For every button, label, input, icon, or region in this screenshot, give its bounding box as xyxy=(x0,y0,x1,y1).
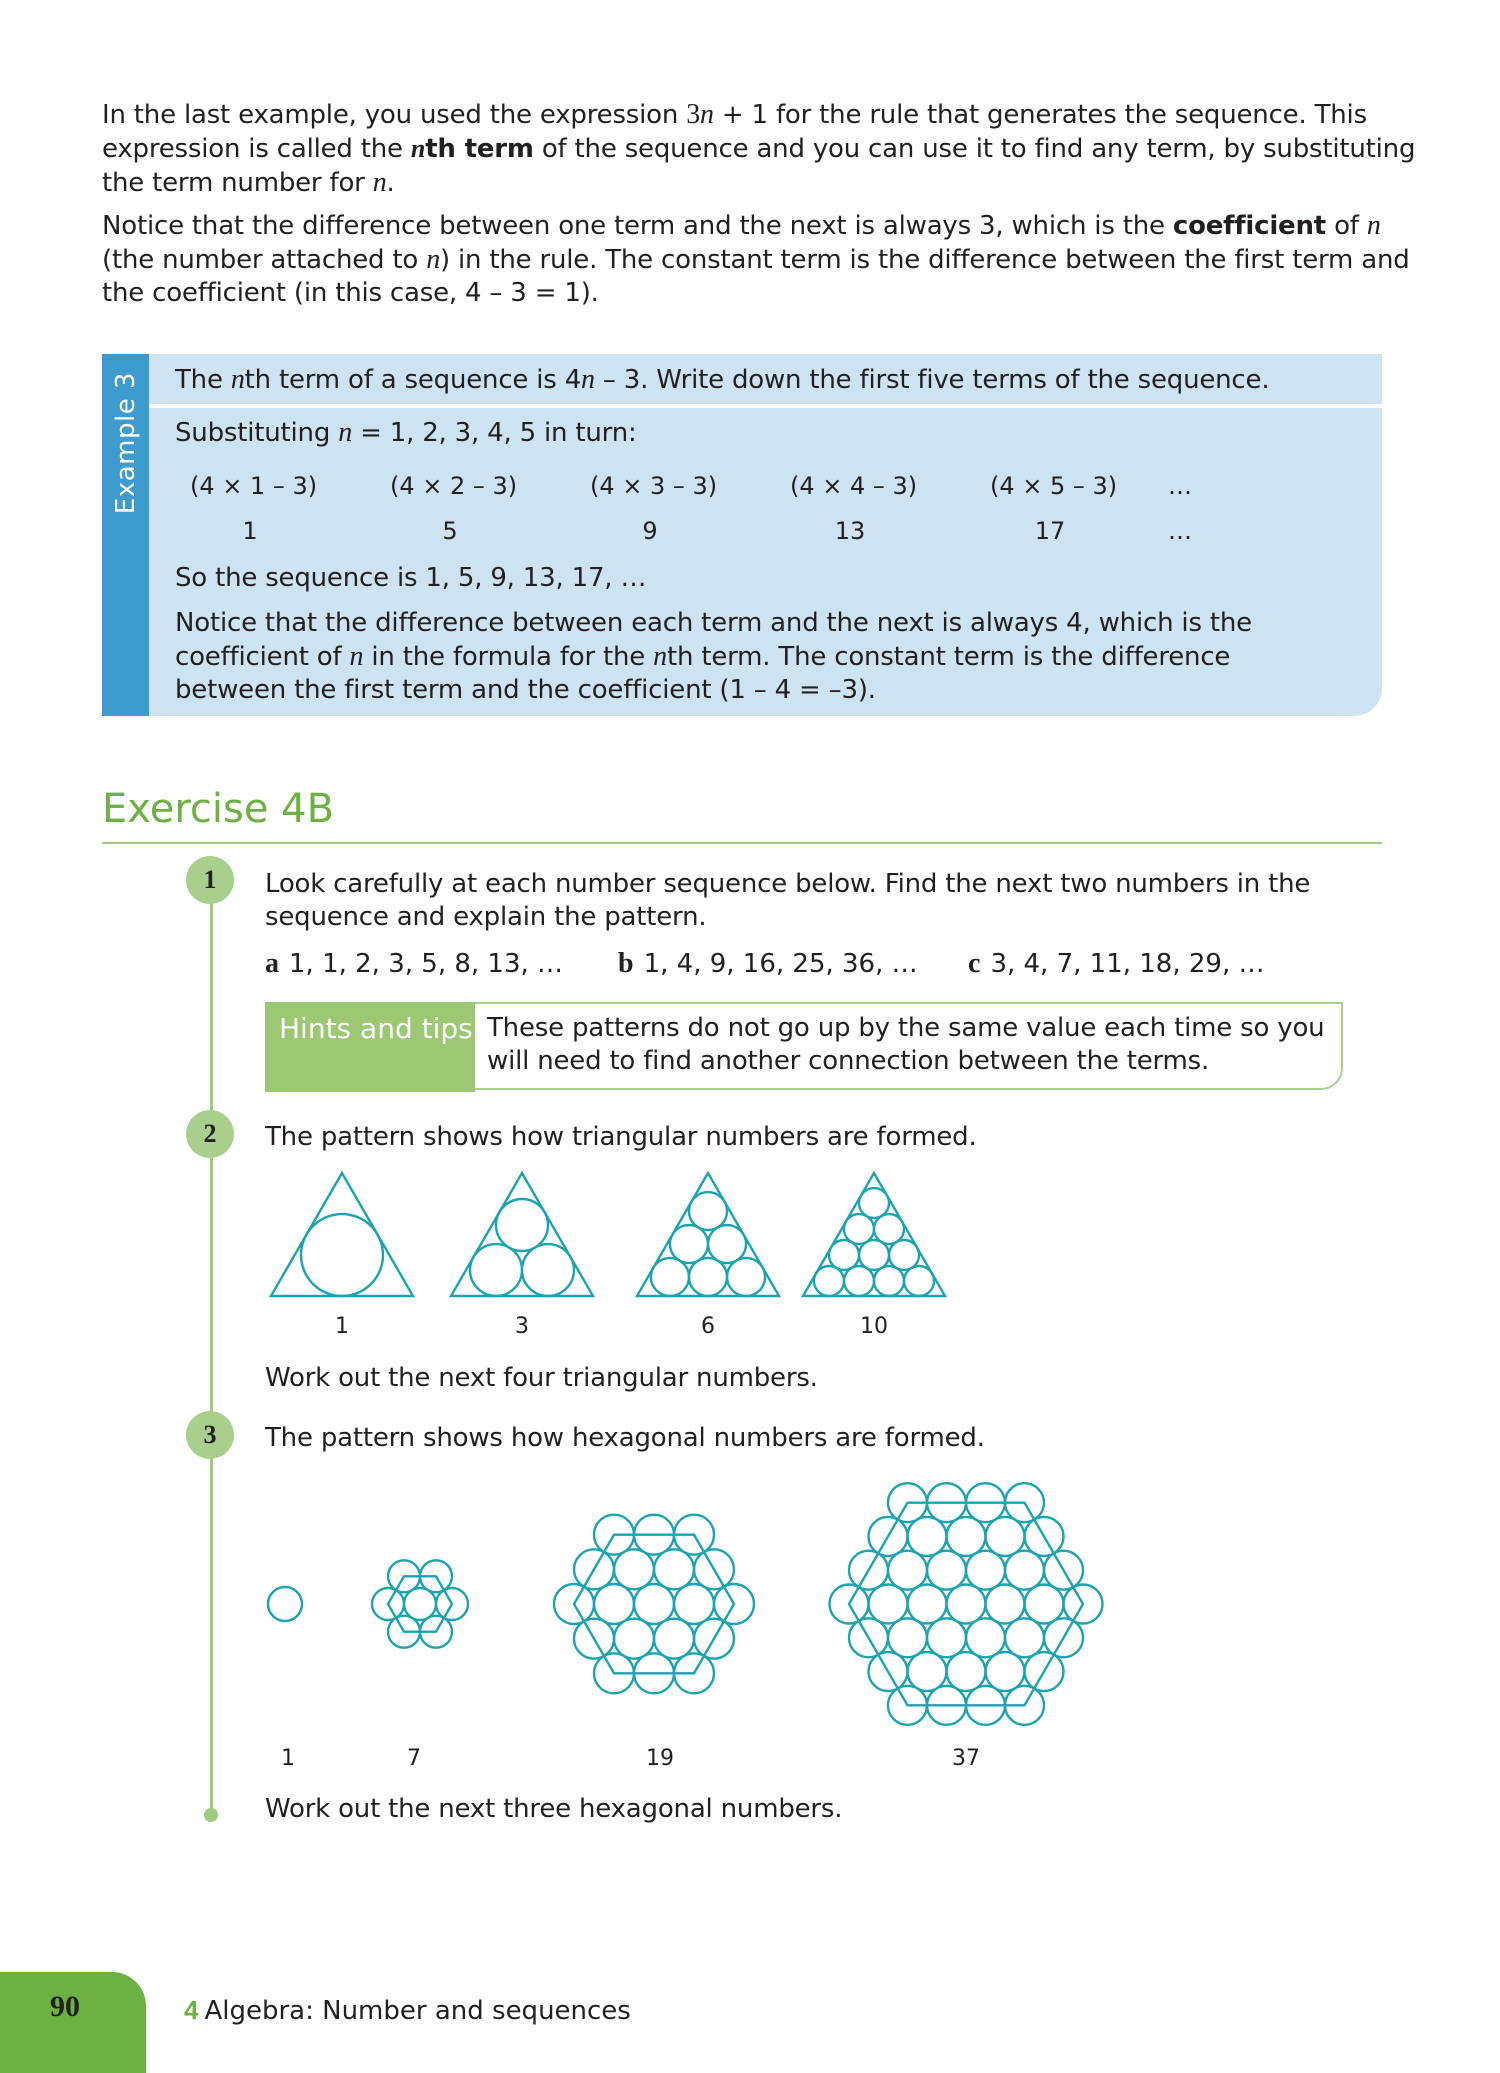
hexagon-4-circle xyxy=(966,1551,1005,1590)
hexagon-4-circle xyxy=(947,1517,986,1556)
value-3: 9 xyxy=(642,517,658,545)
question-number-3: 3 xyxy=(186,1411,234,1459)
hexagon-4-circle xyxy=(986,1585,1025,1624)
q1-part-a: a 1, 1, 2, 3, 5, 8, 13, … xyxy=(265,948,564,979)
hexagon-4-circle xyxy=(947,1585,986,1624)
question-2-followup: Work out the next four triangular numbers. xyxy=(265,1363,818,1393)
example-question: The nth term of a sequence is 4n – 3. Write down the first five terms of the sequence. xyxy=(175,364,1270,395)
hexagon-4-circle xyxy=(1005,1551,1044,1590)
hexagon-4-circle xyxy=(908,1652,947,1691)
value-5: 17 xyxy=(1034,517,1066,545)
q1-part-c: c 3, 4, 7, 11, 18, 29, … xyxy=(968,948,1265,979)
q1-part-b: b 1, 4, 9, 16, 25, 36, … xyxy=(618,948,918,979)
question-number-2: 2 xyxy=(186,1110,234,1158)
triangle-2-circle xyxy=(496,1199,548,1251)
hexagon-4-circle xyxy=(1025,1585,1064,1624)
exercise-title: Exercise 4B xyxy=(102,786,335,832)
hexagon-label-2: 7 xyxy=(407,1746,421,1771)
question-1-text: Look carefully at each number sequence below. Find the next two numbers in the sequence and explain the pattern. xyxy=(265,869,1311,932)
hexagon-4-circle xyxy=(927,1551,966,1590)
hexagon-3-circle xyxy=(674,1584,714,1624)
value-ellipsis: … xyxy=(1168,517,1192,545)
hexagon-3-circle xyxy=(654,1619,694,1659)
hexagon-4-circle xyxy=(947,1652,986,1691)
chapter-footer: 4 Algebra: Number and sequences xyxy=(184,1995,631,2026)
hexagon-label-1: 1 xyxy=(281,1746,295,1771)
hexagon-4-circle xyxy=(869,1585,908,1624)
question-2-text: The pattern shows how triangular numbers are formed. xyxy=(265,1122,977,1152)
hints-text: These patterns do not go up by the same value each time so you will need to find another connection between the terms. xyxy=(487,1013,1325,1076)
triangle-4-circle xyxy=(859,1188,889,1218)
triangle-3-circle xyxy=(689,1258,727,1296)
hexagon-outline-2 xyxy=(388,1576,452,1631)
example-tab-label: Example 3 xyxy=(110,372,141,515)
question-3-text: The pattern shows how hexagonal numbers are formed. xyxy=(265,1423,985,1453)
calc-1: (4 × 1 – 3) xyxy=(190,472,318,500)
triangle-label-1: 1 xyxy=(335,1314,349,1339)
hints-label: Hints and tips xyxy=(265,1002,475,1092)
hexagon-4-circle xyxy=(888,1618,927,1657)
triangle-outline-1 xyxy=(271,1173,413,1296)
intro-paragraph-2: Notice that the difference between one term and the next is always 3, which is the coefficient of n (the number attached to n) in the rule. The constant term is the difference between the first term and the coefficient (in this case, 4 – 3 = 1). xyxy=(102,210,1410,308)
hexagon-label-3: 19 xyxy=(646,1746,674,1771)
intro-paragraph-1: In the last example, you used the expression 3n + 1 for the rule that generates the sequence. This expression is called the nth term of the sequence and you can use it to find any term, by substituting the term number for n. xyxy=(102,99,1416,198)
calc-5: (4 × 5 – 3) xyxy=(990,472,1118,500)
triangle-3-circle xyxy=(689,1192,727,1230)
hexagon-label-4: 37 xyxy=(952,1746,980,1771)
hexagon-4-circle xyxy=(1005,1618,1044,1657)
hexagon-4-circle xyxy=(908,1585,947,1624)
page-number: 90 xyxy=(50,1990,80,2023)
hexagon-3-circle xyxy=(634,1584,674,1624)
triangle-2-circle xyxy=(522,1244,574,1296)
question-number-1: 1 xyxy=(186,856,234,904)
triangle-3-circle xyxy=(670,1225,708,1263)
triangle-3-circle xyxy=(708,1225,746,1263)
triangle-label-3: 6 xyxy=(701,1314,715,1339)
hexagon-4-circle xyxy=(966,1618,1005,1657)
hexagon-4-circle xyxy=(888,1551,927,1590)
triangle-3-circle xyxy=(727,1258,765,1296)
hexagon-outline-4 xyxy=(849,1503,1083,1706)
example-notice: Notice that the difference between each term and the next is always 4, which is the coefficient of n in the formula for the nth term. The constant term is the difference between the first term and the coefficient (1 – 4 = –3). xyxy=(175,608,1252,705)
value-2: 5 xyxy=(442,517,458,545)
hexagon-4-circle xyxy=(927,1618,966,1657)
hexagon-1-circle xyxy=(268,1587,302,1621)
value-1: 1 xyxy=(242,517,258,545)
hexagon-3-circle xyxy=(614,1549,654,1589)
hexagon-4-circle xyxy=(986,1652,1025,1691)
example-substitution: Substituting n = 1, 2, 3, 4, 5 in turn: xyxy=(175,417,637,448)
question-3-followup: Work out the next three hexagonal numbers. xyxy=(265,1794,843,1824)
value-4: 13 xyxy=(834,517,866,545)
hexagon-4-circle xyxy=(986,1517,1025,1556)
example-sequence: So the sequence is 1, 5, 9, 13, 17, … xyxy=(175,563,647,593)
calc-ellipsis: … xyxy=(1168,472,1192,500)
hexagon-4-circle xyxy=(908,1517,947,1556)
triangle-label-4: 10 xyxy=(860,1314,888,1339)
triangle-label-2: 3 xyxy=(515,1314,529,1339)
calc-2: (4 × 2 – 3) xyxy=(390,472,518,500)
triangle-2-circle xyxy=(470,1244,522,1296)
calc-3: (4 × 3 – 3) xyxy=(590,472,718,500)
triangle-3-circle xyxy=(651,1258,689,1296)
hexagon-3-circle xyxy=(614,1619,654,1659)
triangle-1-circle xyxy=(301,1214,383,1296)
hexagon-3-circle xyxy=(654,1549,694,1589)
calc-4: (4 × 4 – 3) xyxy=(790,472,918,500)
hexagon-3-circle xyxy=(594,1584,634,1624)
